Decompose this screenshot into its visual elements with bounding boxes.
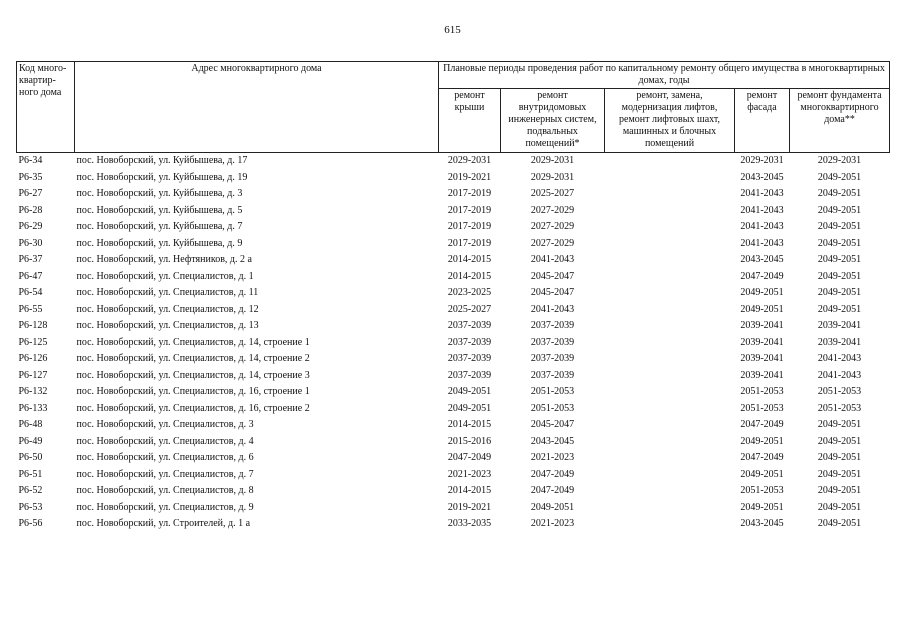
cell-roof: 2047-2049 [447,452,492,464]
cell-foundation: 2049-2051 [817,287,862,299]
cell-foundation: 2039-2041 [817,336,862,348]
cell-roof: 2037-2039 [447,320,492,332]
cell-code: Р6-56 [18,518,43,530]
cell-facade: 2049-2051 [740,468,784,480]
cell-code: Р6-125 [18,336,48,348]
cell-lifts [605,285,735,302]
page-number: 615 [444,24,461,36]
cell-lifts [605,368,735,385]
cell-code: Р6-133 [18,402,48,414]
repair-schedule-table [16,61,890,533]
cell-facade: 2049-2051 [740,303,784,315]
cell-facade: 2043-2045 [740,518,784,530]
cell-lifts [605,335,735,352]
cell-roof: 2037-2039 [447,336,492,348]
table-row [17,401,890,418]
cell-roof: 2019-2021 [447,501,492,513]
cell-code: Р6-29 [18,221,43,233]
table-row [17,252,890,269]
cell-lifts [605,417,735,434]
cell-roof: 2037-2039 [447,353,492,365]
cell-foundation: 2049-2051 [817,435,862,447]
cell-address: пос. Новоборский, ул. Специалистов, д. 16, строение 1 [76,386,310,398]
table-row [17,170,890,187]
cell-roof: 2017-2019 [447,221,492,233]
cell-foundation: 2049-2051 [817,270,862,282]
cell-lifts [605,219,735,236]
table-row [17,417,890,434]
cell-address: пос. Новоборский, ул. Строителей, д. 1 а [76,518,251,530]
cell-facade: 2041-2043 [740,204,784,216]
cell-facade: 2047-2049 [740,452,784,464]
cell-systems: 2021-2023 [530,452,575,464]
cell-foundation: 2029-2031 [817,155,862,167]
cell-roof: 2049-2051 [447,402,492,414]
cell-lifts [605,384,735,401]
cell-code: Р6-28 [18,204,43,216]
cell-foundation: 2049-2051 [817,221,862,233]
cell-facade: 2029-2031 [740,155,784,167]
cell-facade: 2039-2041 [740,369,784,381]
cell-facade: 2043-2045 [740,171,784,183]
cell-address: пос. Новоборский, ул. Куйбышева, д. 9 [76,237,243,249]
cell-lifts [605,516,735,533]
cell-lifts [605,450,735,467]
cell-address: пос. Новоборский, ул. Куйбышева, д. 5 [76,204,243,216]
cell-lifts [605,500,735,517]
table-row [17,302,890,319]
cell-foundation: 2039-2041 [817,320,862,332]
cell-systems: 2047-2049 [530,468,575,480]
cell-lifts [605,269,735,286]
cell-facade: 2047-2049 [740,419,784,431]
cell-systems: 2025-2027 [530,188,575,200]
cell-address: пос. Новоборский, ул. Специалистов, д. 3 [76,419,254,431]
cell-foundation: 2049-2051 [817,171,862,183]
cell-facade: 2049-2051 [740,287,784,299]
cell-roof: 2017-2019 [447,188,492,200]
table-row [17,203,890,220]
cell-lifts [605,252,735,269]
table-row [17,318,890,335]
cell-code: Р6-34 [18,155,43,167]
cell-lifts [605,318,735,335]
cell-address: пос. Новоборский, ул. Куйбышева, д. 19 [76,171,248,183]
cell-foundation: 2049-2051 [817,303,862,315]
cell-code: Р6-35 [18,171,43,183]
cell-systems: 2041-2043 [530,254,575,266]
cell-lifts [605,401,735,418]
cell-address: пос. Новоборский, ул. Специалистов, д. 14, строение 1 [76,336,310,348]
cell-foundation: 2041-2043 [817,369,862,381]
cell-facade: 2047-2049 [740,270,784,282]
cell-address: пос. Новоборский, ул. Специалистов, д. 12 [76,303,259,315]
cell-roof: 2029-2031 [447,155,492,167]
cell-address: пос. Новоборский, ул. Куйбышева, д. 7 [76,221,243,233]
cell-foundation: 2049-2051 [817,518,862,530]
cell-code: Р6-127 [18,369,48,381]
table-row [17,219,890,236]
cell-lifts [605,467,735,484]
cell-facade: 2039-2041 [740,336,784,348]
cell-facade: 2043-2045 [740,254,784,266]
cell-roof: 2017-2019 [447,237,492,249]
cell-roof: 2014-2015 [447,419,492,431]
cell-foundation: 2049-2051 [817,237,862,249]
cell-roof: 2014-2015 [447,254,492,266]
cell-lifts [605,351,735,368]
cell-facade: 2051-2053 [740,386,784,398]
cell-foundation: 2049-2051 [817,468,862,480]
cell-systems: 2051-2053 [530,386,575,398]
cell-facade: 2041-2043 [740,237,784,249]
table-row [17,467,890,484]
cell-facade: 2041-2043 [740,188,784,200]
cell-lifts [605,236,735,253]
cell-lifts [605,170,735,187]
cell-lifts [605,186,735,203]
table-row [17,384,890,401]
cell-lifts [605,483,735,500]
cell-foundation: 2041-2043 [817,353,862,365]
table-row [17,285,890,302]
cell-address: пос. Новоборский, ул. Нефтяников, д. 2 а [76,254,252,266]
cell-code: Р6-53 [18,501,43,513]
cell-lifts [605,203,735,220]
table-row [17,368,890,385]
table-row [17,500,890,517]
cell-lifts [605,153,735,170]
cell-systems: 2037-2039 [530,320,575,332]
cell-systems: 2037-2039 [530,336,575,348]
table-body [17,153,890,533]
table-row [17,516,890,533]
cell-foundation: 2051-2053 [817,386,862,398]
cell-code: Р6-51 [18,468,43,480]
cell-code: Р6-47 [18,270,43,282]
table-row [17,434,890,451]
cell-code: Р6-126 [18,353,48,365]
cell-address: пос. Новоборский, ул. Специалистов, д. 11 [76,287,259,299]
cell-facade: 2051-2053 [740,485,784,497]
cell-systems: 2043-2045 [530,435,575,447]
cell-address: пос. Новоборский, ул. Специалистов, д. 8 [76,485,254,497]
cell-systems: 2027-2029 [530,204,575,216]
cell-systems: 2045-2047 [530,287,575,299]
cell-roof: 2021-2023 [447,468,492,480]
cell-roof: 2037-2039 [447,369,492,381]
cell-code: Р6-128 [18,320,48,332]
cell-facade: 2049-2051 [740,501,784,513]
table-row [17,450,890,467]
cell-foundation: 2049-2051 [817,501,862,513]
cell-code: Р6-30 [18,237,43,249]
cell-address: пос. Новоборский, ул. Специалистов, д. 6 [76,452,254,464]
table-row [17,351,890,368]
cell-facade: 2041-2043 [740,221,784,233]
cell-code: Р6-55 [18,303,43,315]
cell-address: пос. Новоборский, ул. Куйбышева, д. 17 [76,155,248,167]
cell-code: Р6-52 [18,485,43,497]
cell-code: Р6-27 [18,188,43,200]
table-row [17,269,890,286]
cell-facade: 2039-2041 [740,320,784,332]
cell-systems: 2027-2029 [530,221,575,233]
cell-foundation: 2049-2051 [817,419,862,431]
cell-lifts [605,434,735,451]
cell-systems: 2041-2043 [530,303,575,315]
header-periods: Плановые периоды проведения работ по капитальному ремонту общего имущества в многоквартирных домах, годы [439,62,890,89]
cell-code: Р6-37 [18,254,43,266]
cell-foundation: 2049-2051 [817,452,862,464]
cell-systems: 2045-2047 [530,270,575,282]
cell-code: Р6-132 [18,386,48,398]
cell-address: пос. Новоборский, ул. Специалистов, д. 14, строение 3 [76,369,310,381]
cell-roof: 2014-2015 [447,485,492,497]
cell-roof: 2025-2027 [447,303,492,315]
cell-roof: 2014-2015 [447,270,492,282]
cell-facade: 2039-2041 [740,353,784,365]
header-lifts: ремонт, замена, модернизация лифтов, ремонт лифтовых шахт, машинных и блочных помещений [605,89,735,153]
cell-foundation: 2049-2051 [817,204,862,216]
table-row [17,186,890,203]
cell-code: Р6-50 [18,452,43,464]
cell-code: Р6-48 [18,419,43,431]
table-row [17,153,890,170]
cell-lifts [605,302,735,319]
cell-systems: 2029-2031 [530,171,575,183]
cell-address: пос. Новоборский, ул. Специалистов, д. 9 [76,501,254,513]
header-code: Код много- квартир- ного дома [17,62,75,153]
cell-systems: 2045-2047 [530,419,575,431]
cell-systems: 2049-2051 [530,501,575,513]
header-systems: ремонт внутридомовых инженерных систем, подвальных помещений* [501,89,605,153]
cell-systems: 2021-2023 [530,518,575,530]
cell-systems: 2047-2049 [530,485,575,497]
cell-code: Р6-54 [18,287,43,299]
cell-systems: 2037-2039 [530,369,575,381]
cell-facade: 2049-2051 [740,435,784,447]
table-row [17,335,890,352]
table-row [17,236,890,253]
header-roof: ремонт крыши [439,89,501,153]
cell-address: пос. Новоборский, ул. Специалистов, д. 13 [76,320,259,332]
cell-address: пос. Новоборский, ул. Куйбышева, д. 3 [76,188,243,200]
cell-systems: 2037-2039 [530,353,575,365]
cell-address: пос. Новоборский, ул. Специалистов, д. 7 [76,468,254,480]
cell-foundation: 2049-2051 [817,485,862,497]
cell-roof: 2023-2025 [447,287,492,299]
cell-address: пос. Новоборский, ул. Специалистов, д. 16, строение 2 [76,402,310,414]
cell-roof: 2033-2035 [447,518,492,530]
cell-systems: 2051-2053 [530,402,575,414]
cell-systems: 2029-2031 [530,155,575,167]
cell-address: пос. Новоборский, ул. Специалистов, д. 4 [76,435,254,447]
cell-systems: 2027-2029 [530,237,575,249]
cell-foundation: 2049-2051 [817,188,862,200]
cell-facade: 2051-2053 [740,402,784,414]
cell-foundation: 2049-2051 [817,254,862,266]
cell-roof: 2019-2021 [447,171,492,183]
cell-roof: 2049-2051 [447,386,492,398]
header-foundation: ремонт фундамента многоквартирного дома** [790,89,890,153]
cell-roof: 2017-2019 [447,204,492,216]
header-facade: ремонт фасада [735,89,790,153]
header-address: Адрес многоквартирного дома [75,62,439,153]
table-row [17,483,890,500]
cell-code: Р6-49 [18,435,43,447]
cell-roof: 2015-2016 [447,435,492,447]
cell-address: пос. Новоборский, ул. Специалистов, д. 14, строение 2 [76,353,310,365]
cell-foundation: 2051-2053 [817,402,862,414]
cell-address: пос. Новоборский, ул. Специалистов, д. 1 [76,270,254,282]
